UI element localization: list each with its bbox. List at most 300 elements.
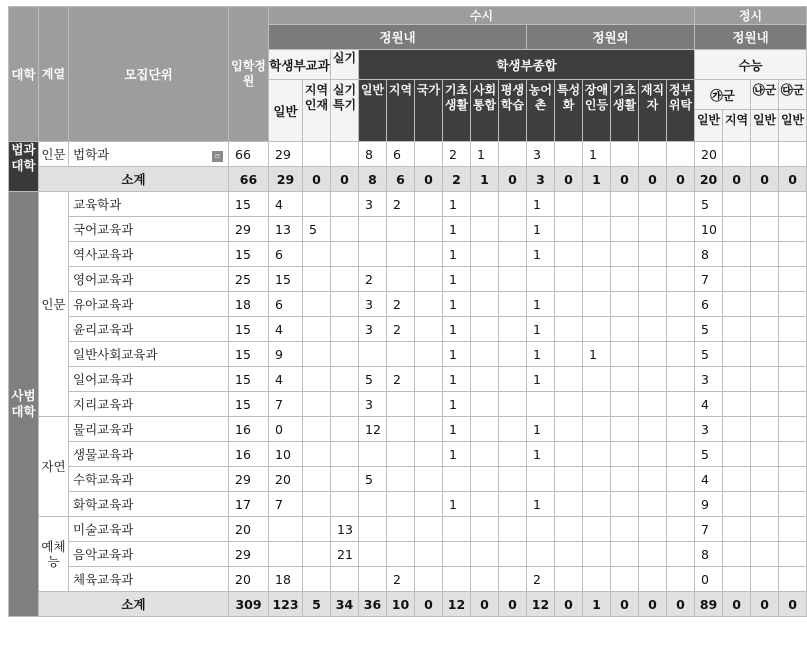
value-cell: 4 (269, 367, 303, 392)
value-cell (331, 317, 359, 342)
value-cell (499, 367, 527, 392)
table-row (9, 417, 807, 442)
value-cell: 1 (583, 167, 611, 192)
value-cell (303, 367, 331, 392)
value-cell: 1 (443, 217, 471, 242)
value-cell: 4 (269, 192, 303, 217)
value-cell: 34 (331, 592, 359, 617)
value-cell (751, 192, 779, 217)
value-cell (555, 317, 583, 342)
value-cell: 3 (527, 142, 555, 167)
value-cell: 16 (229, 442, 269, 467)
subtotal-label: 소계 (39, 167, 229, 192)
value-cell (331, 292, 359, 317)
value-cell (583, 467, 611, 492)
value-cell: 1 (527, 317, 555, 342)
value-cell: 1 (583, 142, 611, 167)
value-cell: 1 (443, 492, 471, 517)
value-cell (555, 517, 583, 542)
value-cell: 17 (229, 492, 269, 517)
value-cell (779, 392, 807, 417)
value-cell (555, 242, 583, 267)
value-cell: 1 (527, 342, 555, 367)
value-cell (667, 517, 695, 542)
value-cell (555, 342, 583, 367)
value-cell: 0 (723, 167, 751, 192)
value-cell (723, 192, 751, 217)
value-cell (723, 317, 751, 342)
value-cell: 18 (229, 292, 269, 317)
value-cell (639, 317, 667, 342)
table-row (9, 567, 807, 592)
header-col-general: 일반 (269, 80, 303, 142)
value-cell: 2 (443, 142, 471, 167)
value-cell (639, 392, 667, 417)
value-cell (639, 367, 667, 392)
header-univ: 대학 (9, 7, 39, 142)
value-cell (639, 242, 667, 267)
value-cell (611, 292, 639, 317)
value-cell: 0 (303, 167, 331, 192)
header-col-practical-special: 실기특기 (331, 80, 359, 142)
value-cell (471, 217, 499, 242)
value-cell: 0 (611, 167, 639, 192)
value-cell (611, 467, 639, 492)
value-cell: 6 (387, 142, 415, 167)
value-cell (303, 492, 331, 517)
value-cell (751, 217, 779, 242)
value-cell: 10 (695, 217, 723, 242)
value-cell (499, 542, 527, 567)
unit-cell: 화학교육과 (69, 492, 229, 517)
value-cell (499, 292, 527, 317)
value-cell (387, 342, 415, 367)
value-cell (751, 542, 779, 567)
unit-cell: 체육교육과 (69, 567, 229, 592)
value-cell (667, 492, 695, 517)
value-cell: 8 (359, 167, 387, 192)
value-cell: 15 (229, 242, 269, 267)
value-cell (779, 467, 807, 492)
unit-cell: 음악교육과 (69, 542, 229, 567)
value-cell: 29 (269, 167, 303, 192)
value-cell (303, 467, 331, 492)
value-cell: 5 (695, 442, 723, 467)
value-cell (555, 567, 583, 592)
header-gun-a-general: 일반 (695, 110, 723, 142)
value-cell (471, 542, 499, 567)
value-cell (555, 417, 583, 442)
value-cell (667, 392, 695, 417)
value-cell (499, 492, 527, 517)
value-cell: 0 (779, 167, 807, 192)
header-jeongwonnae: 정원내 (269, 25, 527, 50)
value-cell (415, 267, 443, 292)
value-cell (331, 467, 359, 492)
value-cell (499, 442, 527, 467)
value-cell (723, 367, 751, 392)
table-row (9, 542, 807, 567)
value-cell (359, 442, 387, 467)
value-cell (723, 467, 751, 492)
value-cell (331, 217, 359, 242)
value-cell (583, 267, 611, 292)
value-cell (779, 367, 807, 392)
value-cell: 1 (527, 492, 555, 517)
value-cell (527, 267, 555, 292)
value-cell: 15 (229, 367, 269, 392)
value-cell: 0 (723, 592, 751, 617)
value-cell (779, 242, 807, 267)
value-cell (779, 192, 807, 217)
value-cell (779, 567, 807, 592)
header-col-lifelong: 평생학습 (499, 80, 527, 142)
value-cell: 2 (527, 567, 555, 592)
value-cell (639, 217, 667, 242)
value-cell (527, 467, 555, 492)
value-cell (779, 442, 807, 467)
header-jeongwonoe: 정원외 (527, 25, 695, 50)
value-cell: 0 (471, 592, 499, 617)
header-col-basic-living2: 기초생활 (611, 80, 639, 142)
table-row (9, 217, 807, 242)
value-cell: 0 (667, 592, 695, 617)
value-cell (415, 517, 443, 542)
value-cell (583, 517, 611, 542)
value-cell: 6 (269, 242, 303, 267)
value-cell (583, 242, 611, 267)
table-row (9, 292, 807, 317)
value-cell (303, 192, 331, 217)
value-cell: 0 (415, 167, 443, 192)
header-unit: 모집단위 (69, 7, 229, 142)
value-cell (359, 492, 387, 517)
value-cell (415, 342, 443, 367)
value-cell (751, 317, 779, 342)
value-cell: 3 (359, 192, 387, 217)
value-cell (527, 517, 555, 542)
value-cell: 4 (695, 467, 723, 492)
value-cell: 6 (269, 292, 303, 317)
header-gun-c-general: 일반 (779, 110, 807, 142)
value-cell (611, 517, 639, 542)
value-cell (611, 392, 639, 417)
value-cell (555, 492, 583, 517)
value-cell: 1 (527, 242, 555, 267)
unit-cell (69, 142, 229, 167)
value-cell (723, 267, 751, 292)
value-cell (639, 342, 667, 367)
value-cell (667, 267, 695, 292)
value-cell: 1 (443, 442, 471, 467)
value-cell (611, 342, 639, 367)
value-cell: 13 (269, 217, 303, 242)
value-cell (499, 467, 527, 492)
value-cell (359, 242, 387, 267)
value-cell (639, 567, 667, 592)
value-cell: 10 (269, 442, 303, 467)
value-cell: 3 (359, 317, 387, 342)
value-cell (723, 342, 751, 367)
value-cell (303, 567, 331, 592)
value-cell: 36 (359, 592, 387, 617)
value-cell (583, 392, 611, 417)
value-cell: 0 (499, 167, 527, 192)
value-cell: 15 (229, 342, 269, 367)
value-cell (723, 217, 751, 242)
value-cell: 0 (639, 167, 667, 192)
univ-education: 사범대학 (9, 192, 39, 617)
header-gun-a: ㉮군 (695, 80, 751, 110)
value-cell (751, 367, 779, 392)
value-cell: 0 (331, 167, 359, 192)
value-cell (359, 542, 387, 567)
value-cell (779, 417, 807, 442)
value-cell: 25 (229, 267, 269, 292)
value-cell: 0 (639, 592, 667, 617)
value-cell: 10 (387, 592, 415, 617)
value-cell (387, 467, 415, 492)
value-cell (471, 367, 499, 392)
value-cell (331, 192, 359, 217)
value-cell: 6 (695, 292, 723, 317)
value-cell (331, 442, 359, 467)
value-cell: 9 (695, 492, 723, 517)
value-cell (387, 442, 415, 467)
value-cell: 7 (269, 392, 303, 417)
value-cell (303, 267, 331, 292)
field-cell: 자연 (39, 417, 69, 517)
subtotal-row (9, 167, 807, 192)
value-cell: 66 (229, 167, 269, 192)
value-cell (751, 442, 779, 467)
value-cell (331, 492, 359, 517)
value-cell: 8 (695, 242, 723, 267)
value-cell (667, 217, 695, 242)
value-cell (443, 467, 471, 492)
value-cell (723, 542, 751, 567)
value-cell: 5 (695, 317, 723, 342)
value-cell: 3 (695, 417, 723, 442)
value-cell (415, 542, 443, 567)
value-cell (471, 292, 499, 317)
unit-cell: 교육학과 (69, 192, 229, 217)
value-cell: 1 (443, 342, 471, 367)
unit-cell: 생물교육과 (69, 442, 229, 467)
header-gun-b-general: 일반 (751, 110, 779, 142)
value-cell (611, 267, 639, 292)
header-comprehensive: 학생부종합 (359, 50, 695, 80)
value-cell (359, 342, 387, 367)
header-susi: 수시 (269, 7, 695, 25)
value-cell (583, 217, 611, 242)
value-cell (387, 242, 415, 267)
value-cell (415, 192, 443, 217)
value-cell: 3 (695, 367, 723, 392)
unit-cell: 물리교육과 (69, 417, 229, 442)
value-cell: 15 (229, 392, 269, 417)
value-cell: 5 (303, 592, 331, 617)
value-cell (415, 317, 443, 342)
value-cell: 13 (331, 517, 359, 542)
value-cell (779, 142, 807, 167)
value-cell: 1 (527, 217, 555, 242)
value-cell: 1 (443, 317, 471, 342)
unit-cell: 수학교육과 (69, 467, 229, 492)
value-cell: 12 (527, 592, 555, 617)
header-col-gov-commission: 정부위탁 (667, 80, 695, 142)
value-cell: 20 (229, 567, 269, 592)
value-cell (751, 392, 779, 417)
value-cell (723, 442, 751, 467)
value-cell (779, 317, 807, 342)
value-cell: 5 (303, 217, 331, 242)
value-cell: 0 (555, 167, 583, 192)
unit-label: 법학과 (73, 147, 110, 162)
value-cell: 1 (443, 417, 471, 442)
value-cell (499, 517, 527, 542)
value-cell: 4 (695, 392, 723, 417)
value-cell: 0 (667, 167, 695, 192)
value-cell: 18 (269, 567, 303, 592)
value-cell: 1 (527, 292, 555, 317)
header-col-disabled: 장애인등 (583, 80, 611, 142)
value-cell (639, 492, 667, 517)
value-cell (611, 567, 639, 592)
value-cell (751, 242, 779, 267)
value-cell (639, 142, 667, 167)
value-cell (499, 192, 527, 217)
value-cell: 309 (229, 592, 269, 617)
value-cell: 3 (527, 167, 555, 192)
value-cell (499, 342, 527, 367)
value-cell (415, 217, 443, 242)
value-cell (779, 492, 807, 517)
value-cell (667, 192, 695, 217)
value-cell (583, 192, 611, 217)
header-suneung: 수능 (695, 50, 807, 80)
header-gun-a-region: 지역 (723, 110, 751, 142)
value-cell (583, 567, 611, 592)
value-cell (303, 317, 331, 342)
badge-icon: ㄹ (213, 152, 222, 161)
header-col-national: 국가 (415, 80, 443, 142)
value-cell (667, 317, 695, 342)
value-cell: 5 (695, 342, 723, 367)
value-cell (667, 367, 695, 392)
value-cell (723, 392, 751, 417)
value-cell (415, 442, 443, 467)
value-cell (583, 492, 611, 517)
value-cell (387, 217, 415, 242)
header-col-region: 지역 (387, 80, 415, 142)
value-cell (471, 467, 499, 492)
value-cell (387, 542, 415, 567)
value-cell: 7 (695, 267, 723, 292)
value-cell (555, 367, 583, 392)
table-row (9, 467, 807, 492)
table-row (9, 392, 807, 417)
value-cell (331, 367, 359, 392)
univ-law: 법과대학 (9, 142, 39, 192)
unit-cell: 영어교육과 (69, 267, 229, 292)
value-cell (639, 417, 667, 442)
unit-cell: 미술교육과 (69, 517, 229, 542)
subtotal-row (9, 592, 807, 617)
value-cell (583, 317, 611, 342)
value-cell (499, 417, 527, 442)
value-cell (723, 417, 751, 442)
value-cell (779, 342, 807, 367)
value-cell: 4 (269, 317, 303, 342)
value-cell (667, 567, 695, 592)
value-cell (331, 392, 359, 417)
value-cell: 0 (611, 592, 639, 617)
value-cell (331, 417, 359, 442)
value-cell (667, 342, 695, 367)
value-cell (555, 392, 583, 417)
value-cell (471, 317, 499, 342)
value-cell (639, 192, 667, 217)
value-cell: 7 (269, 492, 303, 517)
value-cell (611, 492, 639, 517)
value-cell (303, 242, 331, 267)
value-cell: 89 (695, 592, 723, 617)
table-row (9, 517, 807, 542)
value-cell (751, 417, 779, 442)
header-col-local-talent: 지역인재 (303, 80, 331, 142)
header-practical: 실기 (331, 50, 359, 80)
value-cell: 1 (471, 142, 499, 167)
value-cell (555, 542, 583, 567)
header-col-basic-living: 기초생활 (443, 80, 471, 142)
value-cell: 1 (471, 167, 499, 192)
value-cell (723, 492, 751, 517)
value-cell (667, 242, 695, 267)
value-cell: 0 (779, 592, 807, 617)
table-row (9, 442, 807, 467)
table-row (9, 492, 807, 517)
value-cell: 8 (359, 142, 387, 167)
value-cell (359, 217, 387, 242)
table-row (9, 367, 807, 392)
value-cell: 1 (583, 342, 611, 367)
header-gun-c: ㉰군 (779, 80, 807, 110)
value-cell (639, 292, 667, 317)
value-cell (555, 442, 583, 467)
value-cell (499, 242, 527, 267)
value-cell: 5 (359, 467, 387, 492)
value-cell (583, 292, 611, 317)
value-cell: 0 (415, 592, 443, 617)
value-cell (303, 542, 331, 567)
value-cell (415, 242, 443, 267)
value-cell (471, 492, 499, 517)
value-cell (269, 542, 303, 567)
value-cell (387, 517, 415, 542)
value-cell: 1 (527, 442, 555, 467)
value-cell (723, 292, 751, 317)
header-jeongsi: 정시 (695, 7, 807, 25)
value-cell (303, 417, 331, 442)
value-cell (303, 517, 331, 542)
value-cell (723, 517, 751, 542)
value-cell: 2 (387, 367, 415, 392)
value-cell (499, 567, 527, 592)
value-cell: 9 (269, 342, 303, 367)
value-cell: 2 (359, 267, 387, 292)
value-cell: 29 (229, 467, 269, 492)
